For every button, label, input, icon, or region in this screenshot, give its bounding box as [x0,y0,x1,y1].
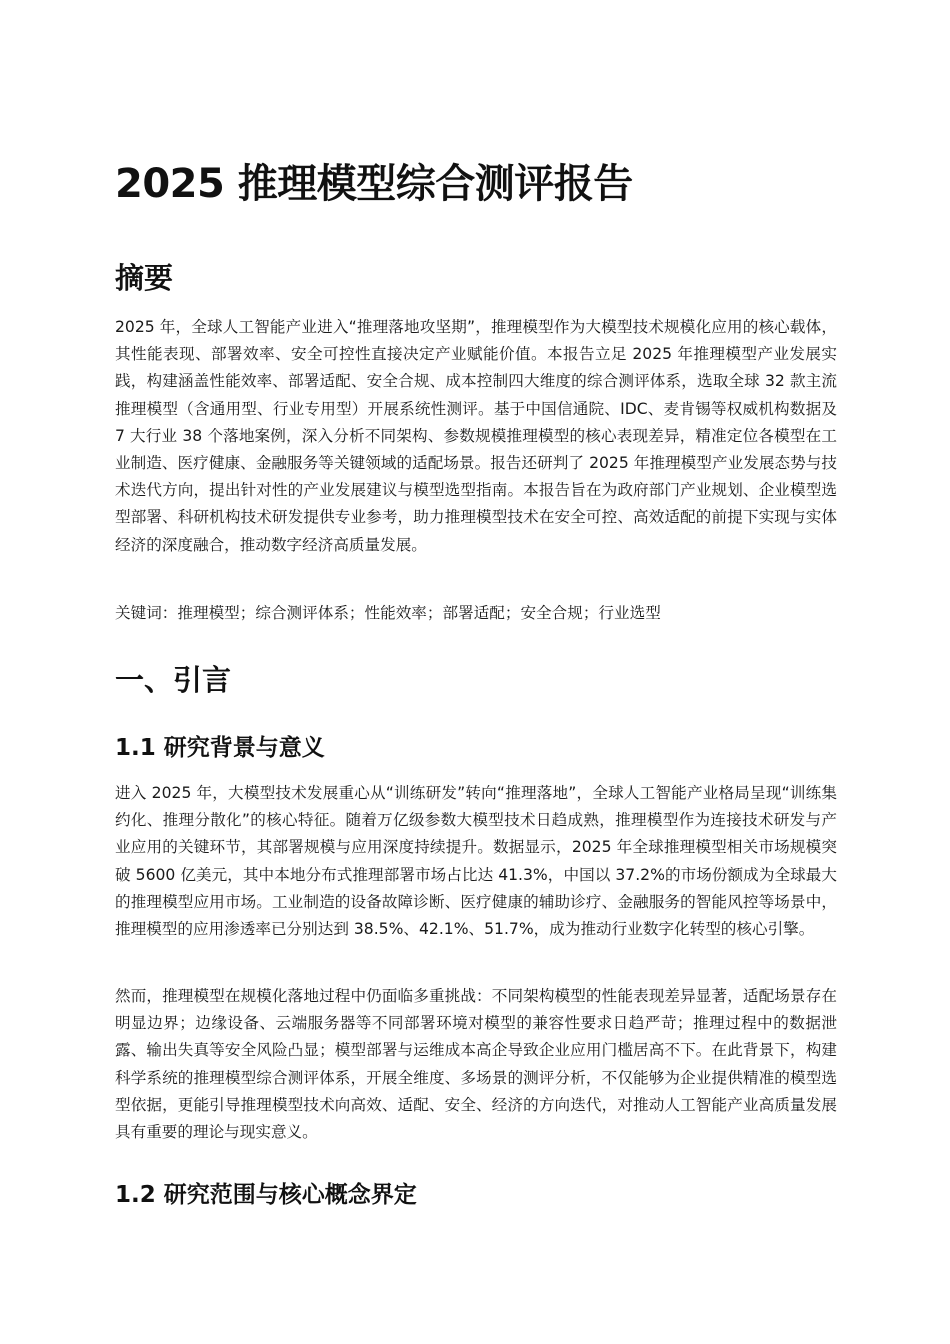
subsection-heading-1-2: 1.2 研究范围与核心概念界定 [115,1182,417,1208]
abstract-paragraph: 2025 年，全球人工智能产业进入“推理落地攻坚期”，推理模型作为大模型技术规模化应用的核心载体，其性能表现、部署效率、安全可控性直接决定产业赋能价值。本报告立足 2025 年推理模型产业发展实践，构建涵盖性能效率、部署适配、安全合规、成本控制四大维度的综合测评体系，选取全球 32 款主流推理模型（含通用型、行业专用型）开展系统性测评。基于中国信通院、IDC、麦肯锡等权威机构数据及 7 大行业 38 个落地案例，深入分析不同架构、参数规模推理模型的核心表现差异，精准定位各模型在工业制造、医疗健康、金融服务等关键领域的适配场景。报告还研判了 2025 年推理模型产业发展态势与技术迭代方向，提出针对性的产业发展建议与模型选型指南。本报告旨在为政府部门产业规划、企业模型选型部署、科研机构技术研发提供专业参考，助力推理模型技术在安全可控、高效适配的前提下实现与实体经济的深度融合，推动数字经济高质量发展。 [115,318,837,554]
abstract-heading: 摘要 [115,261,174,295]
document-title: 2025 推理模型综合测评报告 [115,161,633,207]
background-paragraph-1: 进入 2025 年，大模型技术发展重心从“训练研发”转向“推理落地”，全球人工智能产业格局呈现“训练集约化、推理分散化”的核心特征。随着万亿级参数大模型技术日趋成熟，推理模型作为连接技术研发与产业应用的关键环节，其部署规模与应用深度持续提升。数据显示，2025 年全球推理模型相关市场规模突破 5600 亿美元，其中本地分布式推理部署市场占比达 41.3%，中国以 37.2%的市场份额成为全球最大的推理模型应用市场。工业制造的设备故障诊断、医疗健康的辅助诊疗、金融服务的智能风控等场景中，推理模型的应用渗透率已分别达到 38.5%、42.1%、51.7%，成为推动行业数字化转型的核心引擎。 [115,784,837,939]
section-heading-introduction: 一、引言 [115,663,232,697]
keywords-line: 关键词：推理模型；综合测评体系；性能效率；部署适配；安全合规；行业选型 [115,604,661,622]
subsection-heading-1-1: 1.1 研究背景与意义 [115,735,325,761]
background-paragraph-2: 然而，推理模型在规模化落地过程中仍面临多重挑战：不同架构模型的性能表现差异显著，适配场景存在明显边界；边缘设备、云端服务器等不同部署环境对模型的兼容性要求日趋严苛；推理过程中的数据泄露、输出失真等安全风险凸显；模型部署与运维成本高企导致企业应用门槛居高不下。在此背景下，构建科学系统的推理模型综合测评体系，开展全维度、多场景的测评分析，不仅能够为企业提供精准的模型选型依据，更能引导推理模型技术向高效、适配、安全、经济的方向迭代，对推动人工智能产业高质量发展具有重要的理论与现实意义。 [115,987,837,1142]
